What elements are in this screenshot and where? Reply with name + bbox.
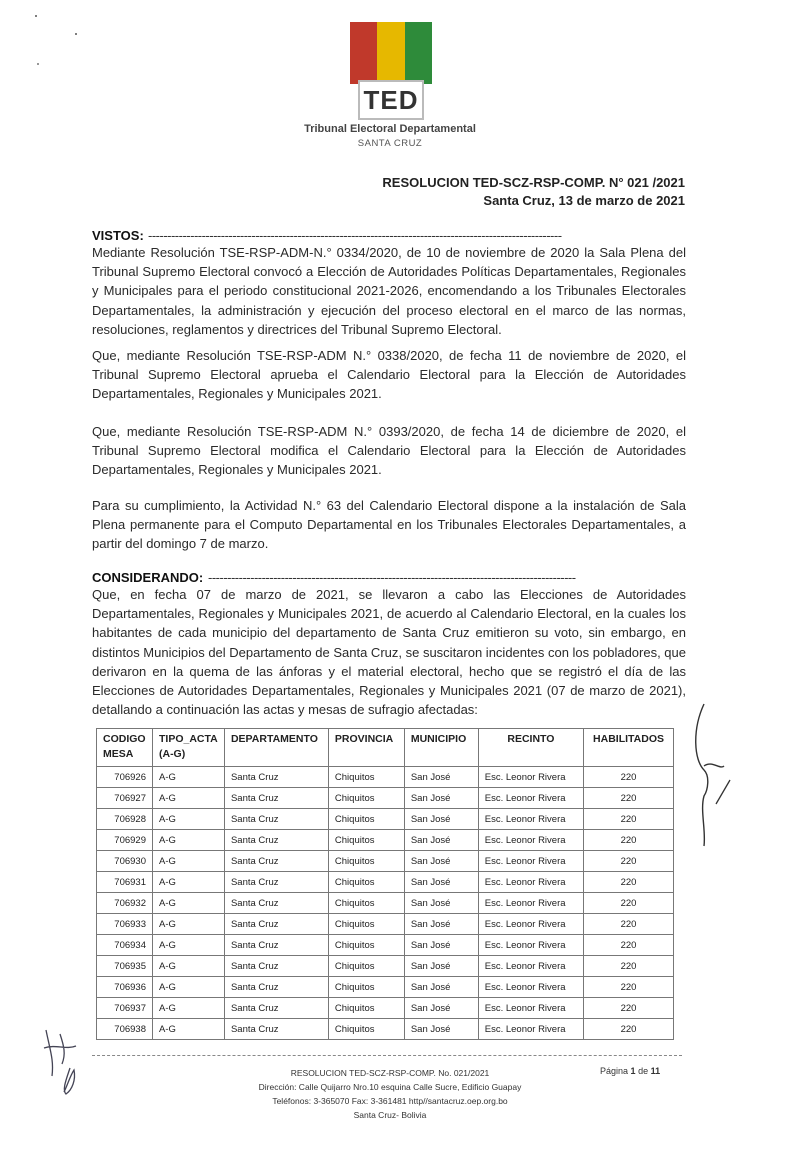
footer xyxy=(210,1066,570,1122)
cell-codigo: 706928 xyxy=(97,809,153,830)
resolution-title: RESOLUCION TED-SCZ-RSP-COMP. N° 021 /2021 xyxy=(382,175,685,190)
cell-habilitados: 220 xyxy=(584,998,674,1019)
cell-tipo-acta: A-G xyxy=(152,935,224,956)
cell-provincia: Chiquitos xyxy=(328,788,404,809)
table-row xyxy=(97,830,674,851)
logo-bar-green xyxy=(405,22,432,84)
cell-habilitados: 220 xyxy=(584,893,674,914)
table-row xyxy=(97,872,674,893)
cell-municipio: San José xyxy=(404,809,478,830)
cell-municipio: San José xyxy=(404,956,478,977)
cell-municipio: San José xyxy=(404,935,478,956)
cell-provincia: Chiquitos xyxy=(328,809,404,830)
footer-phones: Teléfonos: 3-365070 Fax: 3-361481 http//santacruz.oep.org.bo xyxy=(272,1096,508,1106)
col-header-recinto: RECINTO xyxy=(478,729,583,767)
page-sep: de xyxy=(638,1066,649,1076)
vistos-paragraph-1: Mediante Resolución TSE-RSP-ADM-N.° 0334/2020, de 10 de noviembre de 2020 la Sala Plena del Tribunal Supremo Electoral convocó a Elección de Autoridades Políticas Departamentales, Regionales y Municipales para el periodo constitucional 2021-2026, encomendando a los Tribunales Electorales Departamentales, la administración y ejecución del proceso electoral en el marco de las normas, resoluciones, reglamentos y directrices del Tribunal Supremo Electoral. xyxy=(92,245,686,337)
cell-recinto: Esc. Leonor Rivera xyxy=(478,1019,583,1040)
cell-habilitados: 220 xyxy=(584,809,674,830)
cell-provincia: Chiquitos xyxy=(328,956,404,977)
considerando-dash-rule: ------------------------------------------------------------------------------------------------ xyxy=(208,570,576,585)
cell-codigo: 706929 xyxy=(97,830,153,851)
cell-municipio: San José xyxy=(404,851,478,872)
cell-provincia: Chiquitos xyxy=(328,830,404,851)
cell-recinto: Esc. Leonor Rivera xyxy=(478,914,583,935)
cell-tipo-acta: A-G xyxy=(152,809,224,830)
page-prefix: Página xyxy=(600,1066,629,1076)
logo-text: TED xyxy=(363,84,419,115)
col-header-habilitados: HABILITADOS xyxy=(584,729,674,767)
cell-tipo-acta: A-G xyxy=(152,893,224,914)
cell-provincia: Chiquitos xyxy=(328,914,404,935)
page-total: 11 xyxy=(650,1066,661,1076)
cell-tipo-acta: A-G xyxy=(152,956,224,977)
cell-codigo: 706930 xyxy=(97,851,153,872)
considerando-paragraph: Que, en fecha 07 de marzo de 2021, se llevaron a cabo las Elecciones de Autoridades Departamentales, Regionales y Municipales 2021, de acuerdo al Calendario Electoral, en la cuales los habitantes de cada municipio del departamento de Santa Cruz emitieron su voto, sin embargo, en distintos Municipios del Departamento de Santa Cruz, se suscitaron incidentes con los pobladores, que derivaron en la quema de las ánforas y el material electoral, hecho que se registró el día de las Elecciones de Autoridades Departamentales, Regionales y Municipales 2021 (07 de marzo de 2021), detallando a continuación las actas y mesas de sufragio afectadas: xyxy=(92,587,687,718)
cell-departamento: Santa Cruz xyxy=(224,767,328,788)
cell-departamento: Santa Cruz xyxy=(224,851,328,872)
cell-tipo-acta: A-G xyxy=(152,914,224,935)
col-header-provincia: PROVINCIA xyxy=(328,729,404,767)
cell-codigo: 706934 xyxy=(97,935,153,956)
cell-recinto: Esc. Leonor Rivera xyxy=(478,872,583,893)
cell-codigo: 706938 xyxy=(97,1019,153,1040)
cell-recinto: Esc. Leonor Rivera xyxy=(478,809,583,830)
cell-departamento: Santa Cruz xyxy=(224,998,328,1019)
footer-city: Santa Cruz- Bolivia xyxy=(353,1110,427,1120)
margin-signature-right xyxy=(690,700,740,850)
org-name: Tribunal Electoral Departamental xyxy=(304,123,476,135)
cell-departamento: Santa Cruz xyxy=(224,977,328,998)
table-header-row xyxy=(97,729,674,767)
logo-bar-yellow xyxy=(377,22,404,84)
cell-provincia: Chiquitos xyxy=(328,851,404,872)
cell-recinto: Esc. Leonor Rivera xyxy=(478,851,583,872)
vistos-heading: VISTOS: xyxy=(92,228,144,243)
table-row xyxy=(97,851,674,872)
table-body xyxy=(97,767,674,1040)
resolution-date: Santa Cruz, 13 de marzo de 2021 xyxy=(483,193,685,208)
cell-provincia: Chiquitos xyxy=(328,893,404,914)
cell-recinto: Esc. Leonor Rivera xyxy=(478,977,583,998)
cell-codigo: 706927 xyxy=(97,788,153,809)
cell-municipio: San José xyxy=(404,872,478,893)
cell-tipo-acta: A-G xyxy=(152,872,224,893)
cell-habilitados: 220 xyxy=(584,851,674,872)
cell-municipio: San José xyxy=(404,914,478,935)
logo-color-bars xyxy=(350,22,432,84)
cell-tipo-acta: A-G xyxy=(152,788,224,809)
cell-recinto: Esc. Leonor Rivera xyxy=(478,998,583,1019)
cell-municipio: San José xyxy=(404,893,478,914)
cell-codigo: 706935 xyxy=(97,956,153,977)
cell-tipo-acta: A-G xyxy=(152,977,224,998)
resolution-heading xyxy=(382,174,685,210)
cell-habilitados: 220 xyxy=(584,767,674,788)
cell-recinto: Esc. Leonor Rivera xyxy=(478,767,583,788)
cell-municipio: San José xyxy=(404,767,478,788)
col-header-departamento: DEPARTAMENTO xyxy=(224,729,328,767)
cell-tipo-acta: A-G xyxy=(152,767,224,788)
org-city: SANTA CRUZ xyxy=(357,138,423,149)
cell-provincia: Chiquitos xyxy=(328,998,404,1019)
cell-habilitados: 220 xyxy=(584,872,674,893)
cell-departamento: Santa Cruz xyxy=(224,809,328,830)
cell-habilitados: 220 xyxy=(584,788,674,809)
cell-tipo-acta: A-G xyxy=(152,851,224,872)
footer-divider xyxy=(92,1055,682,1056)
cell-departamento: Santa Cruz xyxy=(224,872,328,893)
vistos-paragraph-3: Que, mediante Resolución TSE-RSP-ADM N.° 0393/2020, de fecha 14 de diciembre de 2020, el Tribunal Supremo Electoral modifica el Calendario Electoral para la Elección de Autoridades Departamentales, Regionales y Municipales 2021. xyxy=(92,424,686,478)
cell-provincia: Chiquitos xyxy=(328,1019,404,1040)
footer-reference: RESOLUCION TED-SCZ-RSP-COMP. No. 021/2021 xyxy=(290,1068,490,1078)
table-row xyxy=(97,788,674,809)
table-row xyxy=(97,893,674,914)
cell-recinto: Esc. Leonor Rivera xyxy=(478,935,583,956)
cell-tipo-acta: A-G xyxy=(152,830,224,851)
cell-tipo-acta: A-G xyxy=(152,998,224,1019)
cell-departamento: Santa Cruz xyxy=(224,893,328,914)
cell-tipo-acta: A-G xyxy=(152,1019,224,1040)
cell-codigo: 706926 xyxy=(97,767,153,788)
table-row xyxy=(97,809,674,830)
cell-codigo: 706933 xyxy=(97,914,153,935)
cell-provincia: Chiquitos xyxy=(328,977,404,998)
table-row xyxy=(97,914,674,935)
initials-signature-left xyxy=(36,1020,96,1100)
cell-departamento: Santa Cruz xyxy=(224,1019,328,1040)
mesas-table xyxy=(96,728,674,1040)
table-row xyxy=(97,767,674,788)
cell-departamento: Santa Cruz xyxy=(224,956,328,977)
cell-habilitados: 220 xyxy=(584,956,674,977)
cell-departamento: Santa Cruz xyxy=(224,935,328,956)
logo-box xyxy=(358,80,424,120)
cell-codigo: 706937 xyxy=(97,998,153,1019)
cell-habilitados: 220 xyxy=(584,830,674,851)
col-header-codigo: CODIGO MESA xyxy=(97,729,153,767)
table-row xyxy=(97,956,674,977)
vistos-dash-rule: ------------------------------------------------------------------------------------------------------------ xyxy=(148,228,562,243)
col-header-tipo-acta: TIPO_ACTA (A-G) xyxy=(152,729,224,767)
cell-habilitados: 220 xyxy=(584,914,674,935)
cell-municipio: San José xyxy=(404,788,478,809)
considerando-heading: CONSIDERANDO: xyxy=(92,570,204,585)
scan-specks xyxy=(30,10,90,70)
cell-recinto: Esc. Leonor Rivera xyxy=(478,956,583,977)
table-row xyxy=(97,1019,674,1040)
cell-codigo: 706931 xyxy=(97,872,153,893)
cell-codigo: 706936 xyxy=(97,977,153,998)
cell-municipio: San José xyxy=(404,1019,478,1040)
cell-municipio: San José xyxy=(404,977,478,998)
cell-departamento: Santa Cruz xyxy=(224,788,328,809)
table-row xyxy=(97,998,674,1019)
vistos-paragraph-4: Para su cumplimiento, la Actividad N.° 63 del Calendario Electoral dispone a la instalación de Sala Plena permanente para el Computo Departamental en los Tribunales Electorales Departamentales, a partir del domingo 7 de marzo. xyxy=(92,498,686,552)
logo-bar-red xyxy=(350,22,377,84)
page-number xyxy=(600,1066,660,1076)
page-current: 1 xyxy=(630,1066,636,1076)
cell-habilitados: 220 xyxy=(584,935,674,956)
table-row xyxy=(97,935,674,956)
vistos-paragraph-2: Que, mediante Resolución TSE-RSP-ADM N.° 0338/2020, de fecha 11 de noviembre de 2020, el Tribunal Supremo Electoral aprueba el Calendario Electoral para la Elección de Autoridades Departamentales, Regionales y Municipales 2021. xyxy=(92,348,686,402)
table-row xyxy=(97,977,674,998)
cell-municipio: San José xyxy=(404,998,478,1019)
cell-habilitados: 220 xyxy=(584,1019,674,1040)
footer-address: Dirección: Calle Quijarro Nro.10 esquina Calle Sucre, Edificio Guapay xyxy=(258,1082,522,1092)
cell-departamento: Santa Cruz xyxy=(224,914,328,935)
cell-codigo: 706932 xyxy=(97,893,153,914)
col-header-municipio: MUNICIPIO xyxy=(404,729,478,767)
ted-logo xyxy=(350,22,432,114)
cell-municipio: San José xyxy=(404,830,478,851)
cell-recinto: Esc. Leonor Rivera xyxy=(478,788,583,809)
cell-habilitados: 220 xyxy=(584,977,674,998)
cell-departamento: Santa Cruz xyxy=(224,830,328,851)
cell-recinto: Esc. Leonor Rivera xyxy=(478,893,583,914)
cell-provincia: Chiquitos xyxy=(328,935,404,956)
cell-provincia: Chiquitos xyxy=(328,767,404,788)
cell-provincia: Chiquitos xyxy=(328,872,404,893)
cell-recinto: Esc. Leonor Rivera xyxy=(478,830,583,851)
